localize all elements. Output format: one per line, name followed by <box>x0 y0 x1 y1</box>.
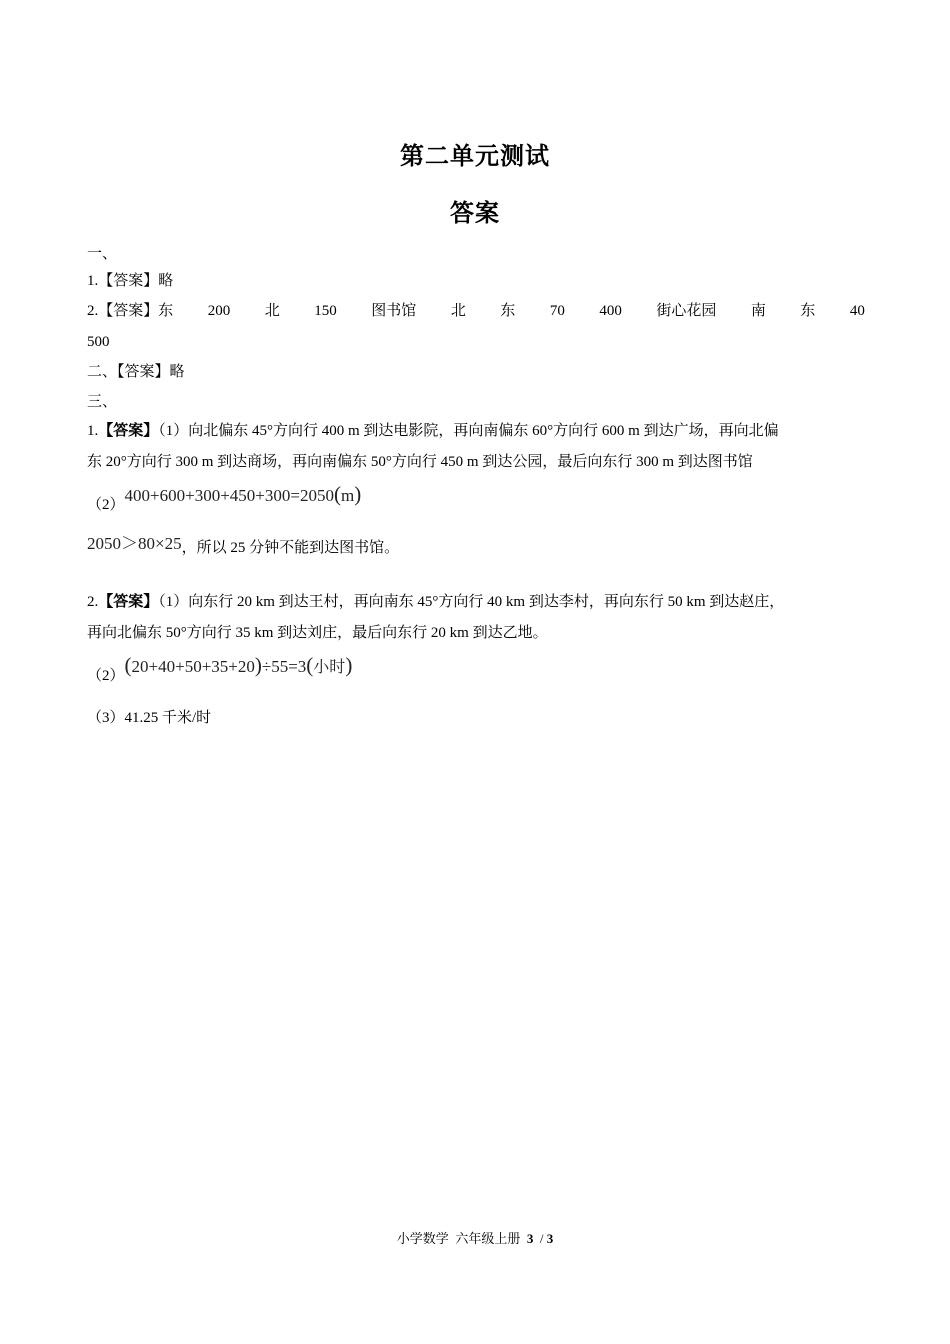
page-subtitle: 答案 <box>450 199 500 227</box>
s1-q2-answer-7: 东 <box>500 303 516 319</box>
section-3-heading: 三、 <box>87 394 118 410</box>
s3-q1-part2-unit: m <box>340 486 355 505</box>
s1-q2-answer-3: 北 <box>264 303 280 319</box>
s1-q2-answer-6: 北 <box>450 303 466 319</box>
section-2-text: 略 <box>169 364 185 380</box>
s1-q2-answer-4: 150 <box>314 303 337 319</box>
section-2-tag: 【答案】 <box>117 364 170 380</box>
s1-q2-answer-12: 东 <box>800 303 816 319</box>
s3-q2-part2-unit: 小时 <box>313 657 346 676</box>
s1-q1-text: 略 <box>158 273 174 289</box>
s3-q1-number: 1. <box>87 423 99 439</box>
s3-q2-part2 <box>87 653 353 684</box>
s3-q2-part2-rest: ÷55=3 <box>261 657 307 676</box>
s3-q1-compare-text: ，所以 25 分钟不能到达图书馆。 <box>181 540 400 556</box>
footer-subject: 小学数学 <box>396 1231 449 1246</box>
s3-q1-part1-line1: （1）向北偏东 45°方向行 400 m 到达电影院，再向南偏东 60°方向行 600 m 到达广场，再向北偏 <box>158 423 779 439</box>
page-footer <box>0 1228 950 1247</box>
page-title: 第二单元测试 <box>400 142 550 170</box>
s3-q2-part3: （3）41.25 千米/时 <box>87 710 212 726</box>
s3-q1-part2-formula: 400+600+300+450+300=2050 <box>124 486 334 505</box>
footer-page: 3 <box>526 1231 534 1246</box>
footer-total: 3 <box>546 1231 554 1246</box>
footer-grade: 六年级上册 <box>455 1231 521 1246</box>
s3-q1-part2-label: （2） <box>87 497 125 513</box>
s3-q2-part2-label: （2） <box>87 668 125 684</box>
section-2-answer <box>87 362 185 382</box>
s1-q2-answer-last: 500 <box>87 334 110 350</box>
s3-q2-part2-open-paren: ( <box>124 653 132 677</box>
s1-q1-number: 1. <box>87 273 99 289</box>
footer-sep: / <box>539 1231 544 1246</box>
s3-q1-line-1 <box>87 421 779 441</box>
s3-q1-compare-formula: 2050＞80×25 <box>87 534 182 553</box>
s3-q1-part1-line2: 东 20°方向行 300 m 到达商场，再向南偏东 50°方向行 450 m 到达公园，最后向东行 300 m 到达图书馆 <box>87 454 753 470</box>
s1-q2-number: 2. <box>87 303 99 319</box>
s1-q2-answer-10: 街心花园 <box>656 303 717 319</box>
s3-q2-part1-line1: （1）向东行 20 km 到达王村，再向南东 45°方向行 40 km 到达李村，再向东行 50 km 到达赵庄， <box>158 594 785 610</box>
s1-q2-answer-13: 40 <box>849 303 865 319</box>
s1-q2-answer-11: 南 <box>750 303 766 319</box>
s3-q2-part2-unit-close-paren: ) <box>345 653 353 677</box>
s1-q2-answer-2: 200 <box>207 303 231 319</box>
s3-q1-part2-open-paren: ( <box>333 482 341 506</box>
s1-q2-answer-9: 400 <box>599 303 622 319</box>
s3-q1-compare <box>87 534 400 558</box>
s1-q2-answer-row <box>87 301 865 321</box>
s1-q2-answer-8: 70 <box>549 303 565 319</box>
s1-q2-answer-1: 东 <box>158 303 174 319</box>
s1-q2-tag: 【答案】 <box>98 303 159 319</box>
section-2-heading: 二、 <box>87 364 118 380</box>
s3-q2-part2-unit-open-paren: ( <box>306 653 314 677</box>
s1-q1-answer <box>87 271 173 291</box>
section-1-heading: 一、 <box>87 246 118 262</box>
s3-q2-part2-formula: 20+40+50+35+20 <box>131 657 255 676</box>
s3-q2-tag: 【答案】 <box>98 594 159 610</box>
s3-q1-part2 <box>87 482 362 513</box>
s3-q2-part2-close-paren: ) <box>254 653 262 677</box>
s3-q1-tag: 【答案】 <box>98 423 159 439</box>
s3-q2-part1-line2: 再向北偏东 50°方向行 35 km 到达刘庄，最后向东行 20 km 到达乙地。 <box>87 625 548 641</box>
s1-q2-lead <box>87 301 173 321</box>
s1-q1-tag: 【答案】 <box>98 273 159 289</box>
s3-q2-number: 2. <box>87 594 99 610</box>
s3-q1-part2-close-paren: ) <box>354 482 362 506</box>
s3-q2-line-1 <box>87 592 784 612</box>
s1-q2-answer-5: 图书馆 <box>371 303 417 319</box>
